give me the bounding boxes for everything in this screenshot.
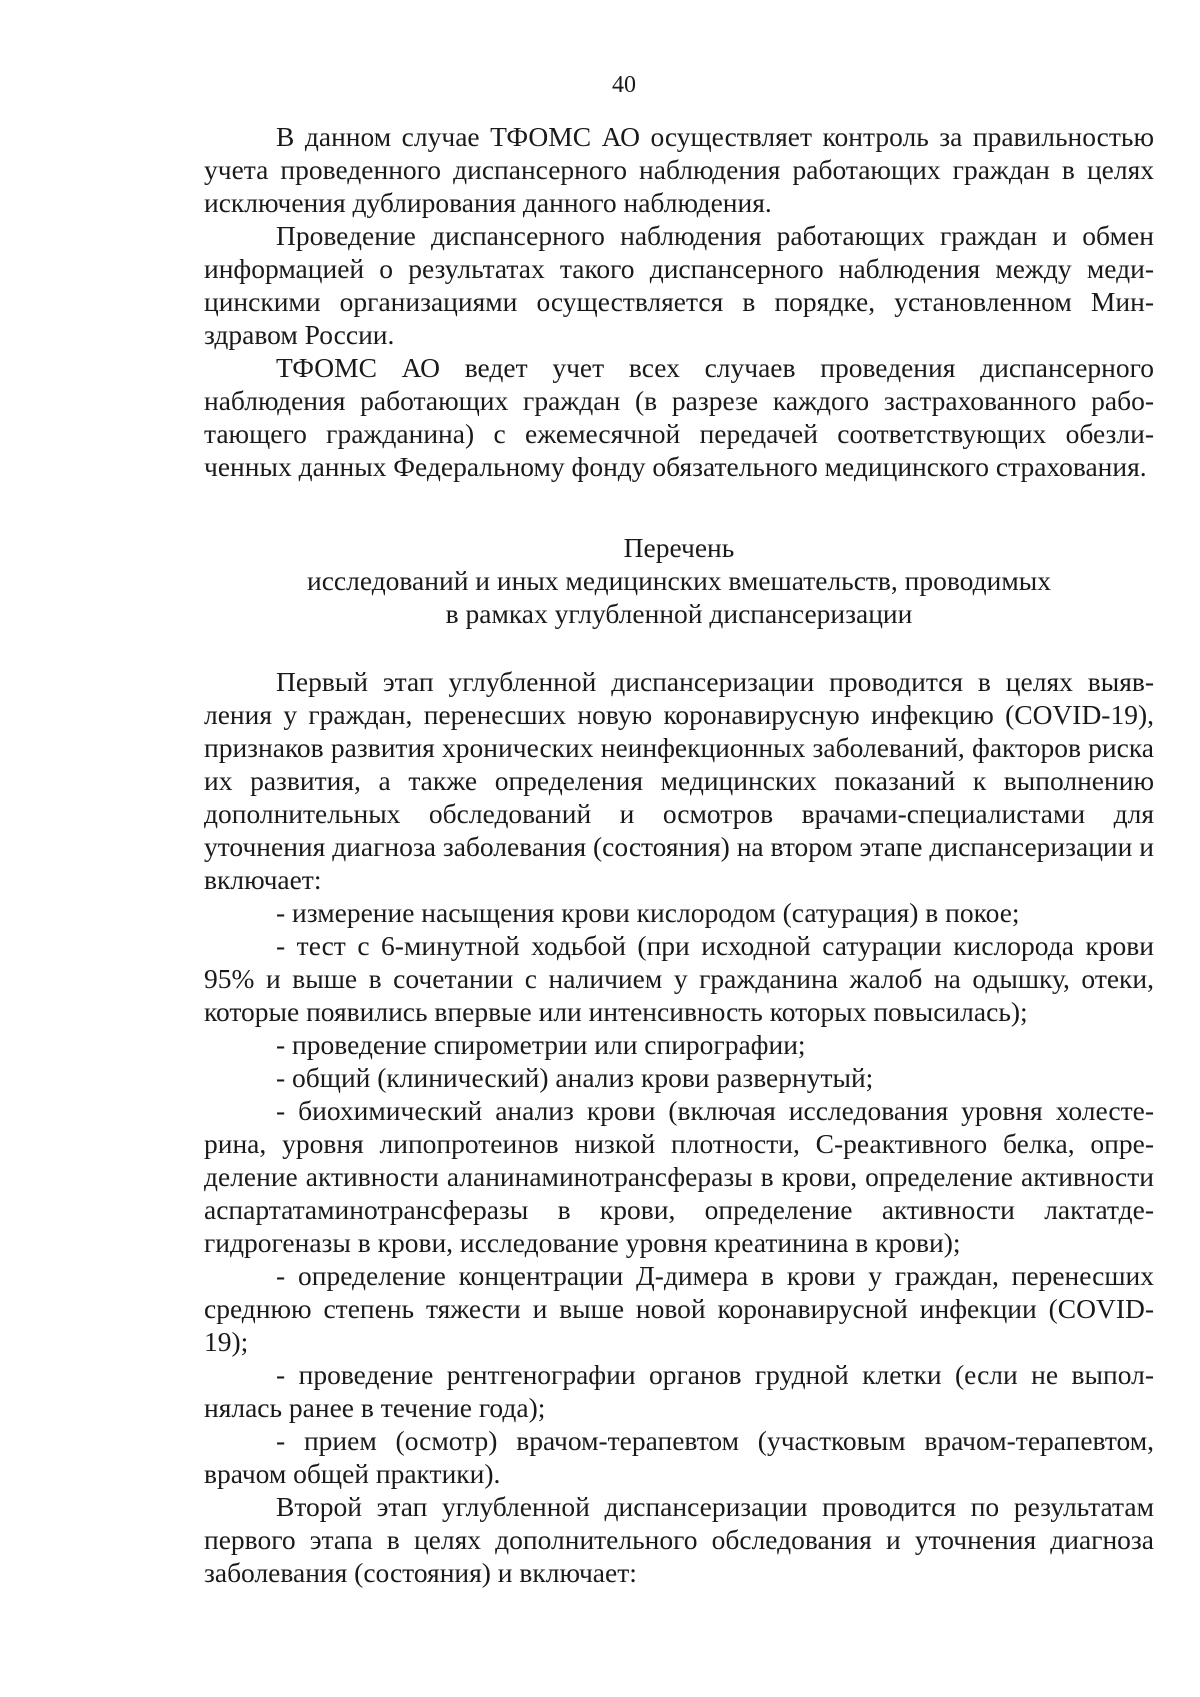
list-item: - тест с 6-минутной ходьбой (при исходной сатурации кислорода крови 95% и выше в сочетании с наличием у гражданина жалоб на одышку, отеки, которые появились впервые или интенсивность которых повысилась); <box>204 930 1154 1027</box>
paragraph-tfoms-records: ТФОМС АО ведет учет всех случаев проведения диспансерного наблюдения работающих граждан (в разрезе каждого застрахованного работающего гражданина) с ежемесячной передачей соответствующих обезличенных данных Федеральному фонду обязательного медицинского страхования. <box>204 352 1154 482</box>
document-body <box>204 120 1154 1589</box>
page-number: 40 <box>612 72 636 98</box>
list-item: - измерение насыщения крови кислородом (сатурация) в покое; <box>276 897 1020 928</box>
list-item: - проведение рентгенографии органов грудной клетки (если не выполнялась ранее в течение года); <box>204 1359 1154 1423</box>
paragraph-exchange-info: Проведение диспансерного наблюдения работающих граждан и обмен информацией о результатах такого диспансерного наблюдения между медицинскими организациями осуществляется в порядке, установленном Минздравом России. <box>204 220 1154 350</box>
paragraph-second-stage: Второй этап углубленной диспансеризации проводится по результатам первого этапа в целях дополнительного обследования и уточнения диагноза заболевания (состояния) и включает: <box>204 1491 1154 1588</box>
paragraph-first-stage: Первый этап углубленной диспансеризации проводится в целях выявления у граждан, перенесших новую коронавирусную инфекцию (COVID-19), признаков развития хронических неинфекционных заболеваний, факторов риска их развития, а также определения медицинских показаний к выполнению дополнительных обследований и осмотров врачами-специалистами для уточнения диагноза заболевания (состояния) на втором этапе диспансеризации и включает: <box>204 666 1154 895</box>
paragraph-tfoms-control: В данном случае ТФОМС АО осуществляет контроль за правильностью учета проведенного диспансерного наблюдения работающих граждан в целях исключения дублирования данного наблюдения. <box>204 121 1154 218</box>
heading-line-1: Перечень <box>623 532 735 563</box>
section-heading <box>204 531 1154 630</box>
heading-line-2: исследований и иных медицинских вмешательств, проводимых <box>307 565 1051 596</box>
list-item: - общий (клинический) анализ крови развернутый; <box>276 1062 874 1093</box>
list-item: - прием (осмотр) врачом-терапевтом (участковым врачом-терапевтом, врачом общей практики). <box>204 1425 1154 1489</box>
list-item: - проведение спирометрии или спирографии; <box>276 1029 806 1060</box>
heading-line-3: в рамках углубленной диспансеризации <box>445 598 913 629</box>
list-item: - определение концентрации Д-димера в крови у граждан, перенесших среднюю степень тяжести и выше новой коронавирусной инфекции (COVID-19); <box>204 1260 1154 1357</box>
list-item: - биохимический анализ крови (включая исследования уровня холестерина, уровня липопротеинов низкой плотности, С-реактивного белка, определение активности аланинаминотрансферазы в крови, определение активности аспартатаминотрансферазы в крови, определение активности лактатдегидрогеназы в крови, исследование уровня креатинина в крови); <box>204 1095 1154 1258</box>
